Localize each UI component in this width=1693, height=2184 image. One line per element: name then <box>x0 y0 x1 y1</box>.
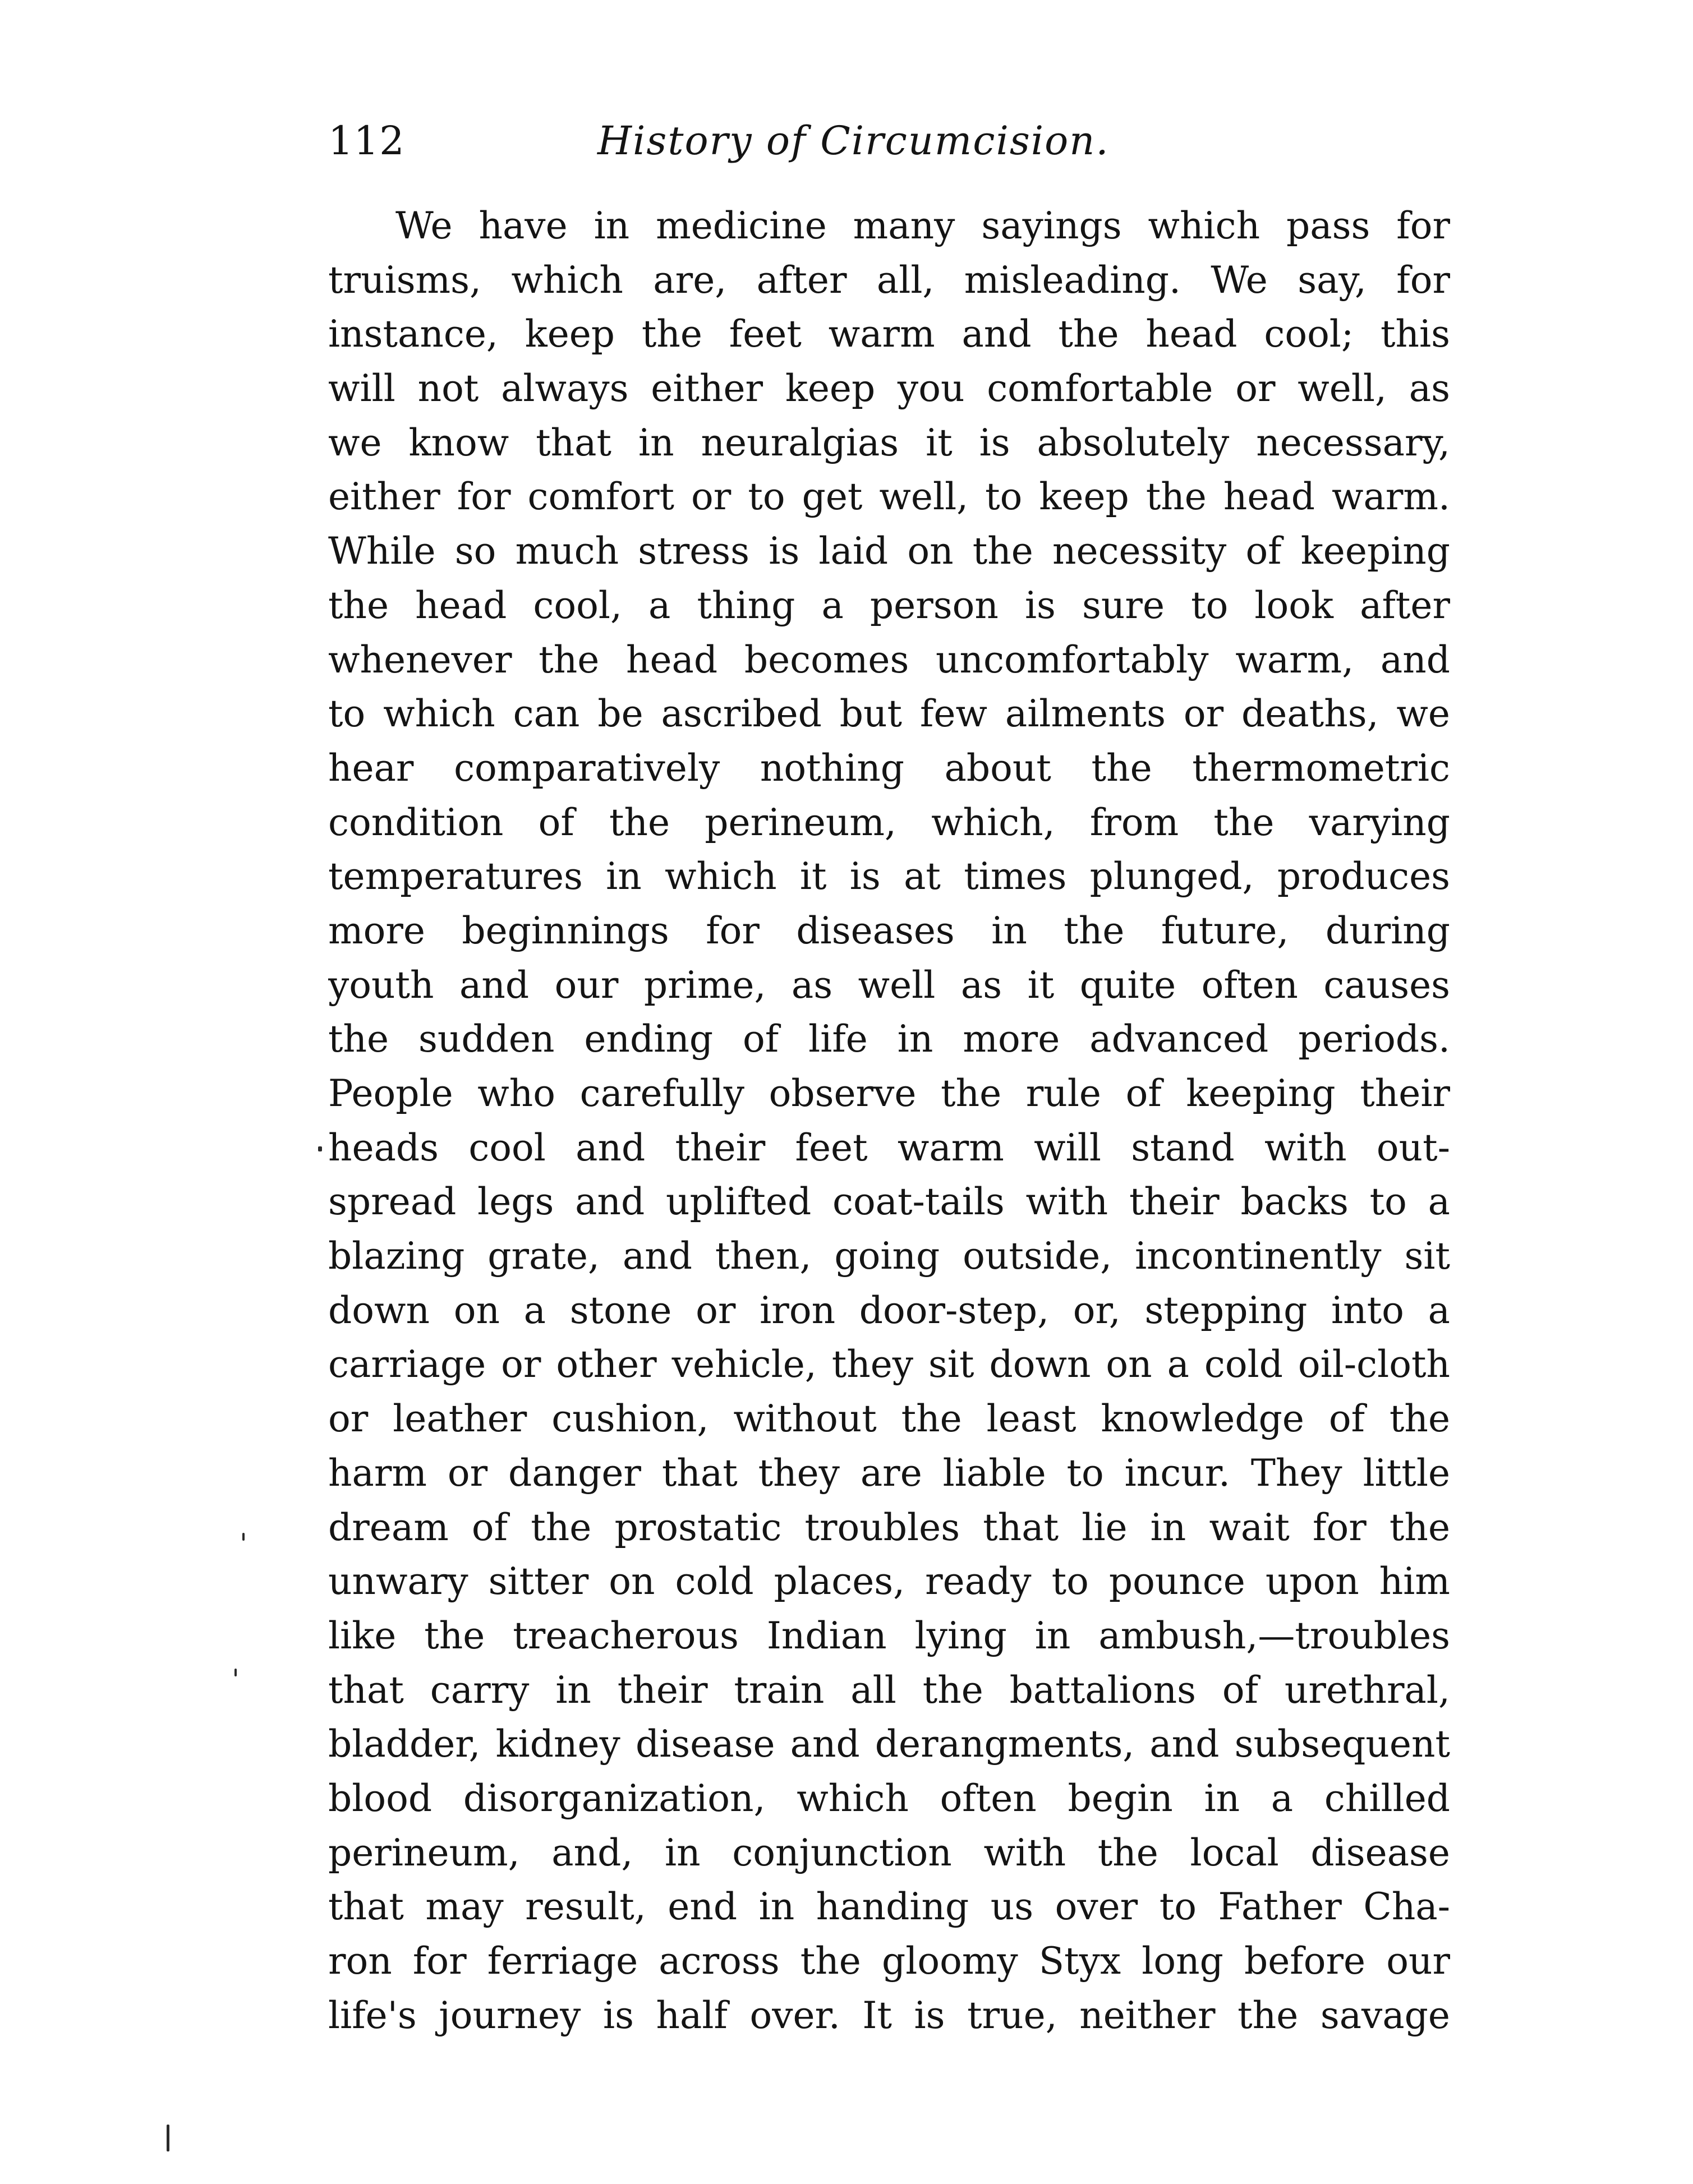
text-line: the head cool, a thing a person is sure to look after <box>328 583 1450 627</box>
text-line: life's journey is half over. It is true, neither the savage <box>328 1993 1450 2037</box>
text-line: unwary sitter on cold places, ready to pounce upon him <box>328 1560 1450 1604</box>
text-line: down on a stone or iron door-step, or, stepping into a <box>328 1288 1450 1332</box>
running-title: History of Circumcision. <box>597 118 1110 164</box>
text-line: to which can be ascribed but few ailments or deaths, we <box>328 692 1450 736</box>
text-line: hear comparatively nothing about the thermometric <box>328 746 1450 790</box>
text-line: ron for ferriage across the gloomy Styx long before our <box>328 1939 1450 1983</box>
text-line: whenever the head becomes uncomfortably warm, and <box>328 638 1450 681</box>
text-line: that carry in their train all the battalions of urethral, <box>328 1668 1450 1712</box>
body-paragraph <box>328 199 1450 2043</box>
text-line: perineum, and, in conjunction with the local disease <box>328 1831 1450 1874</box>
text-line: condition of the perineum, which, from the varying <box>328 800 1450 844</box>
text-line: People who carefully observe the rule of keeping their <box>328 1072 1450 1115</box>
text-line: dream of the prostatic troubles that lie in wait for the <box>328 1505 1450 1549</box>
text-line: heads cool and their feet warm will stand with out- <box>328 1126 1450 1169</box>
text-line: either for comfort or to get well, to keep the head warm. <box>328 475 1450 519</box>
scan-speck <box>234 1669 237 1676</box>
text-line: we know that in neuralgias it is absolutely necessary, <box>328 421 1450 464</box>
text-line: blood disorganization, which often begin in a chilled <box>328 1776 1450 1820</box>
text-line: truisms, which are, after all, misleading. We say, for <box>328 258 1450 302</box>
text-line: like the treacherous Indian lying in ambush,—troubles <box>328 1614 1450 1657</box>
scan-speck <box>318 1146 322 1151</box>
text-line: harm or danger that they are liable to incur. They little <box>328 1451 1450 1495</box>
scan-speck <box>242 1533 245 1541</box>
running-head <box>328 110 1450 172</box>
text-line: more beginnings for diseases in the future, during <box>328 909 1450 952</box>
text-line: carriage or other vehicle, they sit down on a cold oil-cloth <box>328 1343 1450 1386</box>
text-line: blazing grate, and then, going outside, incontinently sit <box>328 1234 1450 1278</box>
page-number: 112 <box>328 118 405 164</box>
text-line: that may result, end in handing us over to Father Cha- <box>328 1885 1450 1929</box>
text-line: temperatures in which it is at times plunged, produces <box>328 855 1450 899</box>
text-line: spread legs and uplifted coat-tails with their backs to a <box>328 1180 1450 1224</box>
text-line: the sudden ending of life in more advanced periods. <box>328 1017 1450 1061</box>
text-line: While so much stress is laid on the necessity of keeping <box>328 529 1450 573</box>
text-line: will not always either keep you comfortable or well, as <box>328 367 1450 411</box>
text-line: We have in medicine many sayings which pass for <box>395 204 1450 247</box>
text-line: or leather cushion, without the least knowledge of the <box>328 1397 1450 1441</box>
text-line: youth and our prime, as well as it quite often causes <box>328 963 1450 1007</box>
text-line: bladder, kidney disease and derangments, and subsequent <box>328 1722 1450 1766</box>
scan-speck <box>167 2125 169 2151</box>
text-line: instance, keep the feet warm and the head cool; this <box>328 312 1450 356</box>
